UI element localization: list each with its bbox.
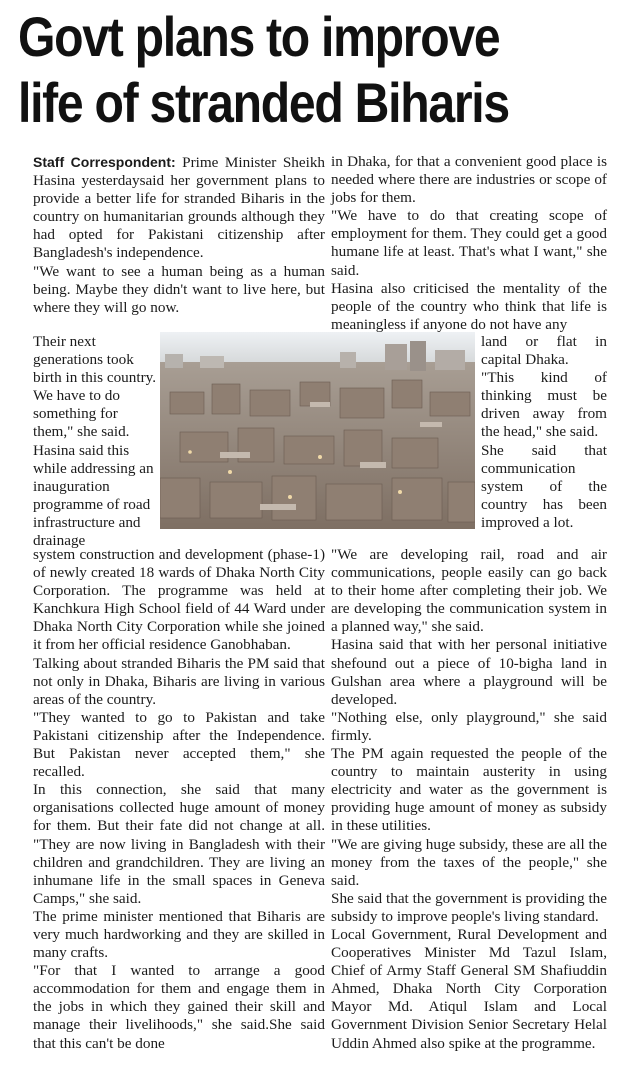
paragraph: "Nothing else, only playground," she said firmly. xyxy=(331,708,607,744)
paragraph: The prime minister mentioned that Biharis are very much hardworking and they are skilled in many crafts. xyxy=(33,907,325,962)
right-column-wrap xyxy=(481,333,607,532)
headline-line-1: Govt plans to improve xyxy=(18,5,500,68)
paragraph: Talking about stranded Biharis the PM said that not only in Dhaka, Biharis are living in various areas of the country. xyxy=(33,654,325,708)
left-column-wrap xyxy=(33,333,158,550)
left-column-bottom xyxy=(33,546,325,1053)
slum-cityscape-photo xyxy=(160,332,475,529)
paragraph: Local Government, Rural Development and Cooperatives Minister Md Tazul Islam, Chief of Army Staff General SM Shafiuddin Ahmed, Dhaka North City Corporation Mayor Md. Atiqul Islam and Local Government Division Senior Secretary Helal Uddin Ahmed also spike at the programme. xyxy=(331,925,607,1052)
photo-illustration xyxy=(160,332,475,529)
paragraph: Hasina said that with her personal initiative shefound out a piece of 10-bigha land in Gulshan area where a playground will be developed. xyxy=(331,636,607,708)
paragraph: Hasina also criticised the mentality of the people of the country who think that life is meaningless if anyone do not have any xyxy=(331,279,607,333)
paragraph: system construction and development (phase-1) of newly created 18 wards of Dhaka North City Corporation. The programme was held at Kanchkura High School field of 44 Ward under Dhaka North City Corporation while she joined it from her official residence Ganobhaban. xyxy=(33,546,325,654)
right-column-top xyxy=(331,153,607,334)
paragraph: In this connection, she said that many organisations collected huge amount of money for them. But their fate did not change at all. "They are now living in Bangladesh with their children and grandchildren. They are living an inhumane life in the small spaces in Geneva Camps," she said. xyxy=(33,781,325,907)
paragraph-text: Prime Minister Sheikh Hasina yesterdaysaid her government plans to provide a better life for stranded Biharis in the country on humanitarian grounds although they had opted for Pakistani citizenship after Bangladesh's independence. xyxy=(33,154,326,262)
headline-line-2: life of stranded Biharis xyxy=(18,71,509,134)
paragraph: The PM again requested the people of the country to maintain austerity in using electricity and water as the government is providing huge amount of money as subsidy in these utilities. xyxy=(331,745,607,835)
paragraph: "We want to see a human being as a human being. Maybe they didn't want to live here, but where they will go now. xyxy=(33,262,325,316)
paragraph: "We have to do that creating scope of employment for them. They could get a good humane life at least. That's what I want," she said. xyxy=(331,207,607,279)
headline xyxy=(18,4,534,136)
paragraph: "They wanted to go to Pakistan and take Pakistani citizenship after the Independence. But Pakistan never accepted them," she recalled. xyxy=(33,708,325,781)
paragraph: "We are developing rail, road and air communications, people easily can go back to their home after completing their job. We are developing the communication system in a planned way," she said. xyxy=(331,546,607,636)
paragraph: land or flat in capital Dhaka. xyxy=(481,333,607,369)
right-column-bottom xyxy=(331,546,607,1053)
paragraph: Hasina said this while addressing an inauguration programme of road infrastructure and drainage xyxy=(33,441,154,550)
left-column-top xyxy=(33,153,325,317)
paragraph: "This kind of thinking must be driven away from the head," she said. xyxy=(481,369,607,441)
paragraph: "We are giving huge subsidy, these are all the money from the taxes of the people," she said. xyxy=(331,835,608,889)
paragraph: She said that communication system of the country has been improved a lot. xyxy=(481,441,607,531)
paragraph: Their next generations took birth in this country. We have to do something for them," she said. xyxy=(33,333,157,441)
paragraph: "For that I wanted to arrange a good accommodation for them and engage them in the jobs in which they gained their skill and manage their livelihoods," she said.She said that this can't be done xyxy=(33,962,325,1052)
paragraph: She said that the government is providing the subsidy to improve people's living standard. xyxy=(331,889,607,925)
byline: Staff Correspondent: xyxy=(33,154,176,170)
paragraph xyxy=(33,153,325,263)
paragraph: in Dhaka, for that a convenient good place is needed where there are industries or scope of jobs for them. xyxy=(331,153,607,207)
